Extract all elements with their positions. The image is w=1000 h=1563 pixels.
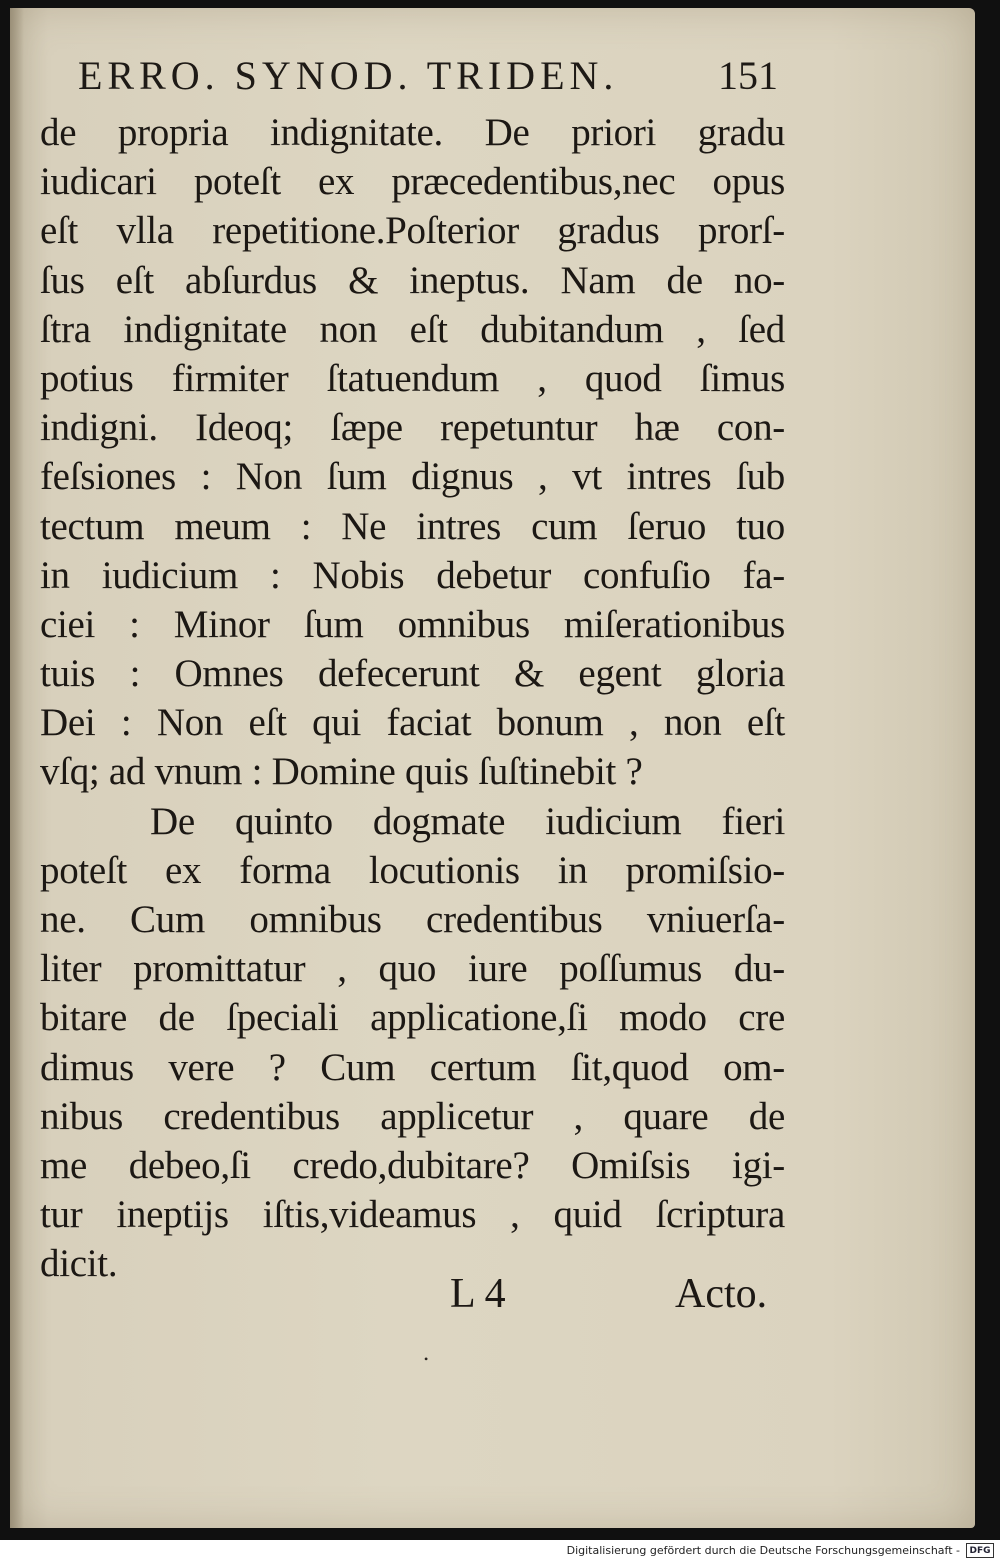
text-line: indigni. Ideoq; ſæpe repetuntur hæ con- — [40, 406, 785, 450]
text-line: me debeo,ſi credo,dubitare? Omiſsis igi- — [40, 1143, 785, 1187]
text-line: liter promittatur , quo iure poſſumus du- — [40, 947, 785, 991]
text-line: tuis : Omnes defecerunt & egent gloria — [40, 652, 785, 696]
dfg-logo-icon: DFG — [966, 1543, 994, 1558]
text-line: iudicari poteſt ex præcedentibus,nec opus — [40, 160, 785, 204]
running-header — [78, 52, 778, 100]
text-line: nibus credentibus applicetur , quare de — [40, 1094, 785, 1138]
text-line: tur ineptijs iſtis,videamus , quid ſcriptura — [40, 1193, 785, 1237]
text-line: poteſt ex forma locutionis in promiſsio- — [40, 848, 785, 892]
digitization-footer — [0, 1540, 1000, 1563]
text-line: bitare de ſpeciali applicatione,ſi modo cre — [40, 996, 785, 1040]
text-line: ſtra indignitate non eſt dubitandum , ſed — [40, 307, 785, 351]
catchword: Acto. — [675, 1271, 768, 1317]
text-line: vſq; ad vnum : Domine quis ſuſtinebit ? — [40, 750, 643, 794]
text-line: in iudicium : Nobis debetur confuſio fa- — [40, 553, 785, 597]
ink-speck: • — [424, 1352, 429, 1366]
main-text-block — [40, 108, 785, 1289]
text-line: Dei : Non eſt qui faciat bonum , non eſt — [40, 701, 785, 745]
running-title: ERRO. SYNOD. TRIDEN. — [78, 53, 619, 98]
funding-credit: Digitalisierung gefördert durch die Deutsche Forschungsgemeinschaft - — [566, 1544, 960, 1557]
page-gutter-shadow — [10, 8, 24, 1528]
signature-mark: L 4 — [450, 1271, 506, 1317]
text-line: dicit. — [40, 1242, 118, 1286]
signature-line — [400, 1270, 800, 1330]
text-line: ciei : Minor ſum omnibus miſerationibus — [40, 602, 785, 646]
text-line: eſt vlla repetitione.Poſterior gradus prorſ- — [40, 209, 785, 253]
text-line: ſus eſt abſurdus & ineptus. Nam de no- — [40, 258, 785, 302]
text-line: dimus vere ? Cum certum ſit,quod om- — [40, 1045, 785, 1089]
text-line: tectum meum : Ne intres cum ſeruo tuo — [40, 504, 785, 548]
folio-number: 151 — [718, 53, 778, 98]
text-line: de propria indignitate. De priori gradu — [40, 111, 785, 154]
text-line: potius firmiter ſtatuendum , quod ſimus — [40, 356, 785, 400]
paragraph-start-line: De quinto dogmate iudicium fieri — [150, 799, 785, 843]
text-line: ne. Cum omnibus credentibus vniuerſa- — [40, 898, 785, 941]
text-line: feſsiones : Non ſum dignus , vt intres ſub — [40, 455, 785, 499]
